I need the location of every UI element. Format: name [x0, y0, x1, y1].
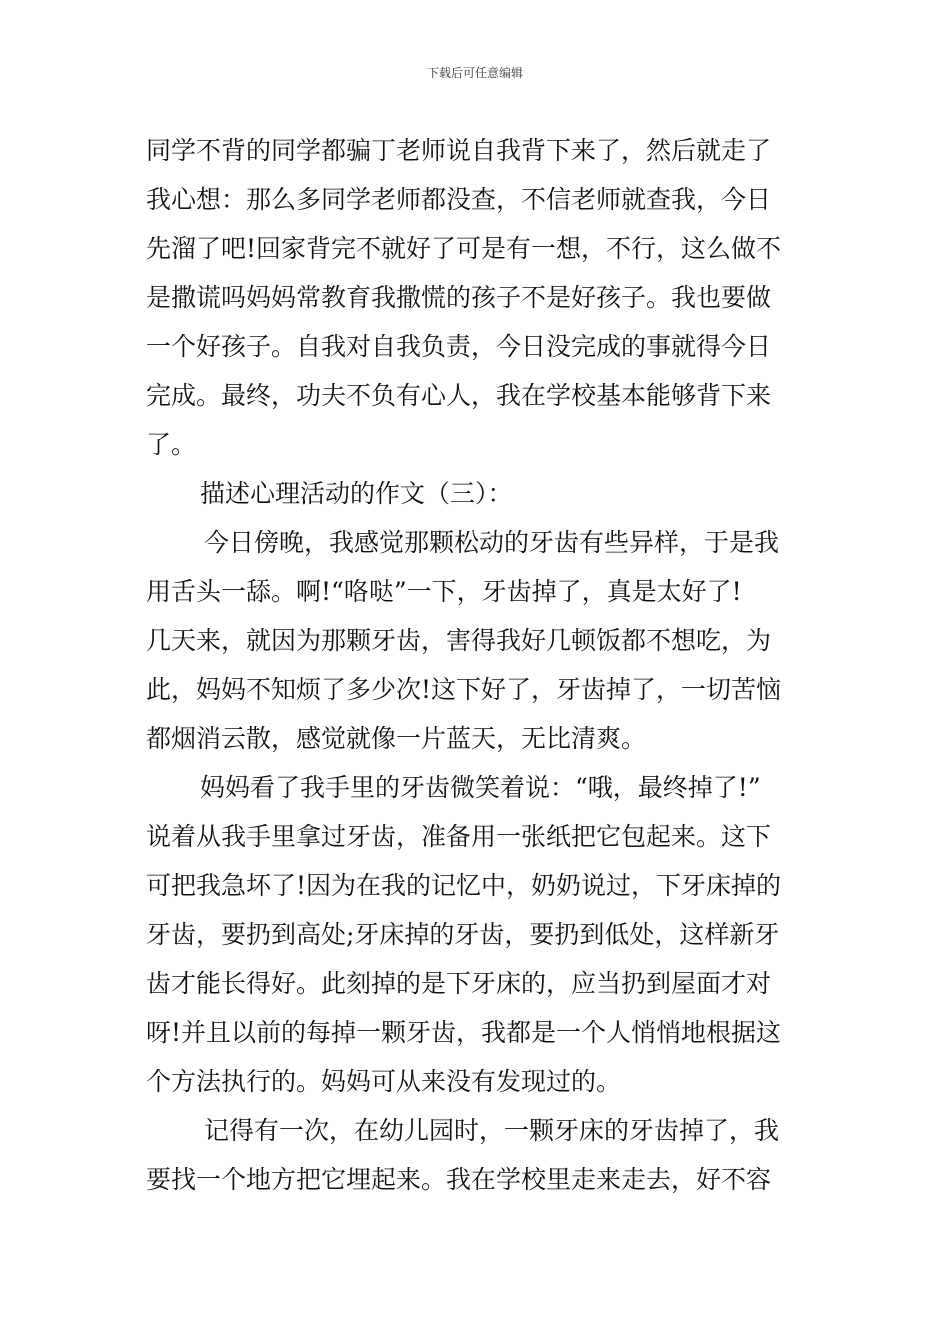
text-line: 完成。最终，功夫不负有心人，我在学校基本能够背下来 — [146, 381, 772, 410]
paragraph-start: 记得有一次，在幼儿园时，一颗牙床的牙齿掉了，我 — [204, 1116, 780, 1145]
text-line: 个方法执行的。妈妈可从来没有发现过的。 — [146, 1067, 622, 1096]
text-line: 是撒谎吗妈妈常教育我撒慌的孩子不是好孩子。我也要做 — [146, 283, 772, 312]
paragraph-start: 今日傍晚，我感觉那颗松动的牙齿有些异样，于是我 — [204, 528, 780, 557]
text-line: 我心想：那么多同学老师都没查，不信老师就查我，今日 — [146, 185, 772, 214]
text-line: 此，妈妈不知烦了多少次!这下好了，牙齿掉了，一切苦恼 — [146, 675, 782, 704]
text-line: 同学不背的同学都骗丁老师说自我背下来了，然后就走了 — [146, 136, 772, 165]
paragraph-start: 妈妈看了我手里的牙齿微笑着说：“哦，最终掉了!” — [200, 773, 761, 802]
text-line: 用舌头一舔。啊!“咯哒”一下，牙齿掉了，真是太好了! — [146, 577, 742, 606]
text-line: 了。 — [146, 430, 197, 459]
text-line: 可把我急坏了!因为在我的记忆中，奶奶说过，下牙床掉的 — [146, 871, 782, 900]
page-header: 下载后可任意编辑 — [426, 66, 523, 80]
text-line: 都烟消云散，感觉就像一片蓝天，无比清爽。 — [146, 724, 647, 753]
document-body — [146, 126, 814, 1204]
text-line: 一个好孩子。自我对自我负责，今日没完成的事就得今日 — [146, 332, 772, 361]
text-line: 呀!并且以前的每掉一颗牙齿，我都是一个人悄悄地根据这 — [146, 1018, 782, 1047]
text-line: 先溜了吧!回家背完不就好了可是有一想，不行，这么做不 — [146, 234, 782, 263]
text-line: 说着从我手里拿过牙齿，准备用一张纸把它包起来。这下 — [146, 822, 772, 851]
text-line: 齿才能长得好。此刻掉的是下牙床的，应当扔到屋面才对 — [146, 969, 772, 998]
text-line: 牙齿，要扔到高处;牙床掉的牙齿，要扔到低处，这样新牙 — [146, 920, 780, 949]
section-heading: 描述心理活动的作文（三）： — [200, 479, 513, 508]
text-line: 几天来，就因为那颗牙齿，害得我好几顿饭都不想吃，为 — [146, 626, 772, 655]
text-line: 要找一个地方把它埋起来。我在学校里走来走去，好不容 — [146, 1165, 772, 1194]
